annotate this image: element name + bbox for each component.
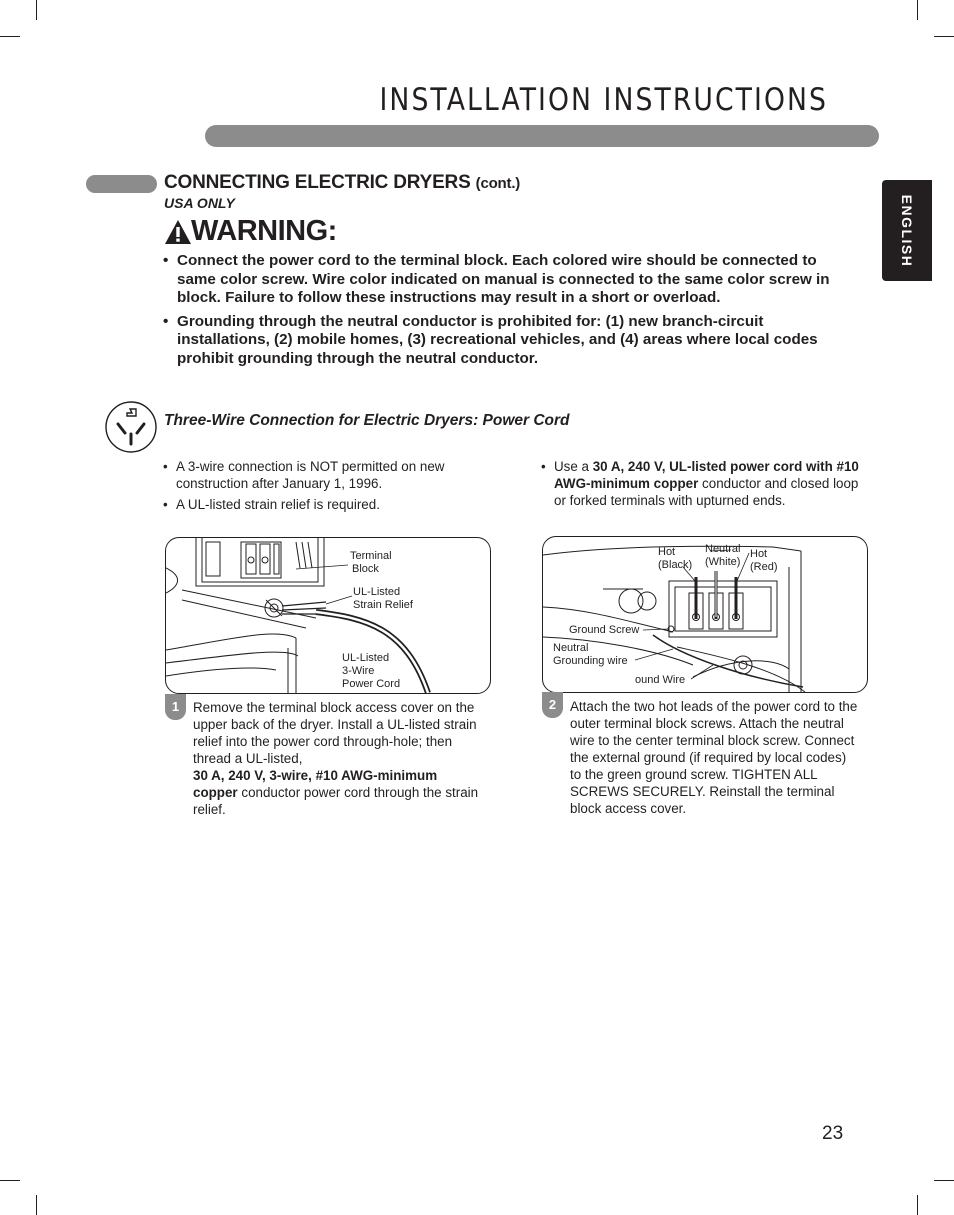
label-neutral-grounding: Grounding wire [553, 655, 628, 667]
bullet-bold: 30 A, 240 V, UL-listed power cord with #10 AWG-minimum copper [554, 459, 859, 491]
step-1-text: Remove the terminal block access cover on the upper back of the dryer. Install a UL-listed strain relief into the power cord through-hole; then thread a UL-listed, [193, 700, 477, 766]
section-heading [164, 172, 520, 194]
list-item [541, 458, 866, 509]
label-hot-black: Hot [658, 546, 676, 558]
subsection-heading: Three-Wire Connection for Electric Dryers: Power Cord [164, 412, 570, 429]
label-terminal-block: Block [352, 563, 379, 575]
step-number-badge: 2 [542, 692, 563, 718]
section-heading-suffix: (cont.) [475, 175, 521, 192]
warning-triangle-icon [164, 219, 192, 245]
list-item: • A UL-listed strain relief is required. [163, 496, 488, 513]
crop-mark [934, 36, 954, 37]
step-2-instructions: Attach the two hot leads of the power cord to the outer terminal block screws. Attach the neutral wire to the center terminal block screw. Connect the external ground (if required by local codes) to the green ground screw. TIGHTEN ALL SCREWS SECURELY. Reinstall the terminal block access cover. [570, 699, 858, 816]
label-ground-wire: ound Wire [635, 674, 686, 686]
page-title: INSTALLATION INSTRUCTIONS [379, 82, 828, 118]
crop-mark [36, 1195, 37, 1215]
label-hot-black: (Black) [658, 559, 693, 571]
bullet-prefix: Use a [554, 459, 593, 474]
power-cord-requirements [541, 458, 866, 513]
figure-strain-relief [165, 537, 491, 694]
step-1-text-end: conductor power cord through the strain relief. [193, 785, 479, 817]
bullet-suffix: conductor and closed loop or forked terminals with upturned ends. [554, 476, 859, 508]
section-heading-text: CONNECTING ELECTRIC DRYERS [164, 172, 471, 193]
step-number-badge: 1 [165, 694, 186, 720]
label-hot-red: Hot [750, 548, 768, 560]
label-power-cord: 3-Wire [342, 665, 375, 677]
label-ground-screw: Ground Screw [569, 624, 640, 636]
strain-relief-illustration [166, 538, 490, 693]
crop-mark [917, 0, 918, 20]
label-terminal-block: Terminal [350, 550, 392, 562]
label-neutral-white: (White) [705, 556, 741, 568]
warning-item: • Grounding through the neutral conductor is prohibited for: (1) new branch-circuit installations, (2) mobile homes, (3) recreational vehicles, and (4) areas where local codes prohibit grounding through the neutral conductor. [163, 313, 853, 369]
crop-mark [0, 1180, 20, 1181]
warning-list [163, 252, 853, 373]
figure-terminal-wiring [542, 536, 868, 693]
three-prong-outlet-icon [104, 400, 158, 454]
step-1-instructions [193, 699, 483, 818]
crop-mark [36, 0, 37, 20]
crop-mark [917, 1195, 918, 1215]
requirements-list [163, 458, 488, 517]
label-strain-relief: UL-Listed [353, 586, 401, 598]
label-power-cord: UL-Listed [342, 652, 390, 664]
crop-mark [934, 1180, 954, 1181]
crop-mark [0, 36, 20, 37]
label-power-cord: Power Cord [342, 678, 401, 690]
page-number: 23 [822, 1123, 844, 1144]
list-item: • A 3-wire connection is NOT permitted on new construction after January 1, 1996. [163, 458, 488, 492]
terminal-wiring-illustration [543, 537, 867, 692]
language-tab [882, 180, 932, 281]
label-strain-relief: Strain Relief [353, 599, 413, 611]
section-subheading: USA ONLY [164, 195, 235, 211]
label-neutral-white: Neutral [705, 543, 741, 555]
warning-heading: WARNING: [191, 215, 337, 247]
language-tab-label: ENGLISH [899, 194, 915, 267]
section-marker [86, 175, 157, 193]
step-1-bold: 30 A, 240 V, 3-wire, #10 AWG-minimum copper [193, 768, 438, 800]
label-hot-red: (Red) [750, 561, 778, 573]
label-neutral-grounding: Neutral [553, 642, 589, 654]
title-bar [205, 125, 879, 147]
warning-item: • Connect the power cord to the terminal block. Each colored wire should be connected to same color screw. Wire color indicated on manual is connected to the same color screw in block. Failure to follow these instructions may result in a short or overload. [163, 252, 853, 308]
